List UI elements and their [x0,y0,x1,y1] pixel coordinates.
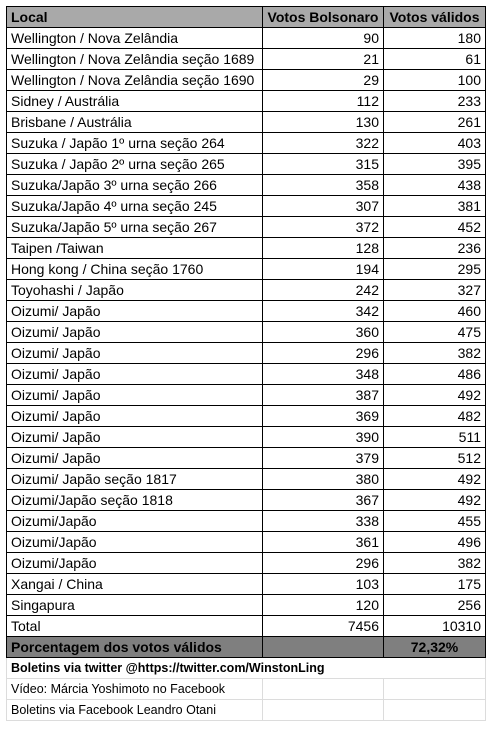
table-row [7,133,486,154]
row-local: Oizumi/ Japão [7,448,263,469]
row-votos-bolsonaro: 387 [263,385,384,406]
row-votos-bolsonaro: 379 [263,448,384,469]
row-votos-validos: 175 [384,574,486,595]
table-body [7,28,486,616]
row-local: Oizumi/Japão [7,532,263,553]
note-twitter: Boletins via twitter @https://twitter.com/WinstonLing [7,658,486,679]
row-local: Oizumi/ Japão [7,343,263,364]
row-votos-bolsonaro: 128 [263,238,384,259]
row-votos-validos: 236 [384,238,486,259]
total-bolsonaro: 7456 [263,616,384,637]
row-local: Wellington / Nova Zelândia seção 1690 [7,70,263,91]
row-votos-validos: 381 [384,196,486,217]
table-row [7,154,486,175]
row-votos-validos: 475 [384,322,486,343]
note-row [7,700,486,721]
row-votos-validos: 295 [384,259,486,280]
row-votos-validos: 233 [384,91,486,112]
row-local: Oizumi/ Japão seção 1817 [7,469,263,490]
row-local: Taipen /Taiwan [7,238,263,259]
row-local: Oizumi/Japão [7,553,263,574]
table-row [7,28,486,49]
table-row [7,595,486,616]
table-row [7,574,486,595]
row-votos-bolsonaro: 194 [263,259,384,280]
table-row [7,280,486,301]
note-empty-cell [384,679,486,700]
row-local: Toyohashi / Japão [7,280,263,301]
table-row [7,301,486,322]
table-row [7,175,486,196]
row-votos-validos: 327 [384,280,486,301]
row-votos-validos: 482 [384,406,486,427]
table-row [7,469,486,490]
row-local: Wellington / Nova Zelândia seção 1689 [7,49,263,70]
row-votos-bolsonaro: 112 [263,91,384,112]
row-local: Oizumi/ Japão [7,301,263,322]
row-votos-validos: 512 [384,448,486,469]
row-votos-bolsonaro: 130 [263,112,384,133]
row-local: Hong kong / China seção 1760 [7,259,263,280]
row-votos-bolsonaro: 322 [263,133,384,154]
table-row [7,511,486,532]
row-local: Oizumi/ Japão [7,364,263,385]
table-row [7,553,486,574]
row-votos-validos: 61 [384,49,486,70]
row-votos-bolsonaro: 103 [263,574,384,595]
row-local: Oizumi/ Japão [7,322,263,343]
row-votos-bolsonaro: 90 [263,28,384,49]
row-votos-validos: 511 [384,427,486,448]
table-row [7,448,486,469]
percentage-row [7,637,486,658]
row-votos-validos: 460 [384,301,486,322]
header-row [7,7,486,28]
row-local: Xangai / China [7,574,263,595]
table-row [7,343,486,364]
row-local: Suzuka/Japão 5º urna seção 267 [7,217,263,238]
row-votos-validos: 438 [384,175,486,196]
total-row [7,616,486,637]
note-empty-cell [263,679,384,700]
row-votos-validos: 455 [384,511,486,532]
row-local: Oizumi/Japão [7,511,263,532]
row-local: Wellington / Nova Zelândia [7,28,263,49]
row-votos-bolsonaro: 369 [263,406,384,427]
row-votos-validos: 180 [384,28,486,49]
row-votos-validos: 486 [384,364,486,385]
row-votos-bolsonaro: 372 [263,217,384,238]
table-row [7,427,486,448]
row-votos-bolsonaro: 348 [263,364,384,385]
row-local: Oizumi/ Japão [7,385,263,406]
table-row [7,364,486,385]
table-row [7,112,486,133]
note-row [7,658,486,679]
header-votos-validos: Votos válidos [384,7,486,28]
row-votos-bolsonaro: 360 [263,322,384,343]
row-votos-validos: 100 [384,70,486,91]
row-votos-validos: 492 [384,469,486,490]
row-local: Sidney / Austrália [7,91,263,112]
row-local: Suzuka/Japão 3º urna seção 266 [7,175,263,196]
row-local: Suzuka / Japão 1º urna seção 264 [7,133,263,154]
percentage-empty-cell [263,637,384,658]
table-row [7,385,486,406]
table-row [7,238,486,259]
table-row [7,91,486,112]
note-facebook: Boletins via Facebook Leandro Otani [7,700,263,721]
note-video: Vídeo: Márcia Yoshimoto no Facebook [7,679,263,700]
row-votos-validos: 261 [384,112,486,133]
row-votos-bolsonaro: 29 [263,70,384,91]
note-empty-cell [263,700,384,721]
row-local: Oizumi/Japão seção 1818 [7,490,263,511]
row-votos-bolsonaro: 367 [263,490,384,511]
row-votos-bolsonaro: 390 [263,427,384,448]
table-row [7,322,486,343]
table-row [7,406,486,427]
row-votos-validos: 492 [384,490,486,511]
row-votos-bolsonaro: 338 [263,511,384,532]
percentage-value: 72,32% [384,637,486,658]
row-votos-bolsonaro: 242 [263,280,384,301]
note-empty-cell [384,700,486,721]
header-local: Local [7,7,263,28]
table-row [7,532,486,553]
row-votos-bolsonaro: 296 [263,343,384,364]
row-votos-validos: 256 [384,595,486,616]
table-row [7,217,486,238]
row-votos-validos: 395 [384,154,486,175]
row-votos-bolsonaro: 307 [263,196,384,217]
percentage-label: Porcentagem dos votos válidos [7,637,263,658]
votes-table [6,6,486,721]
row-votos-validos: 403 [384,133,486,154]
row-local: Suzuka / Japão 2º urna seção 265 [7,154,263,175]
row-local: Oizumi/ Japão [7,406,263,427]
row-votos-validos: 452 [384,217,486,238]
table-row [7,196,486,217]
row-votos-bolsonaro: 296 [263,553,384,574]
table-row [7,70,486,91]
row-local: Brisbane / Austrália [7,112,263,133]
row-votos-bolsonaro: 380 [263,469,384,490]
row-votos-validos: 382 [384,553,486,574]
total-label: Total [7,616,263,637]
row-votos-bolsonaro: 361 [263,532,384,553]
total-validos: 10310 [384,616,486,637]
row-local: Singapura [7,595,263,616]
row-votos-validos: 382 [384,343,486,364]
row-votos-bolsonaro: 315 [263,154,384,175]
table-row [7,490,486,511]
row-votos-bolsonaro: 358 [263,175,384,196]
row-votos-bolsonaro: 120 [263,595,384,616]
table-row [7,49,486,70]
row-votos-bolsonaro: 342 [263,301,384,322]
row-votos-validos: 496 [384,532,486,553]
row-local: Suzuka/Japão 4º urna seção 245 [7,196,263,217]
row-votos-bolsonaro: 21 [263,49,384,70]
note-row [7,679,486,700]
header-votos-bolsonaro: Votos Bolsonaro [263,7,384,28]
row-votos-validos: 492 [384,385,486,406]
row-local: Oizumi/ Japão [7,427,263,448]
table-row [7,259,486,280]
